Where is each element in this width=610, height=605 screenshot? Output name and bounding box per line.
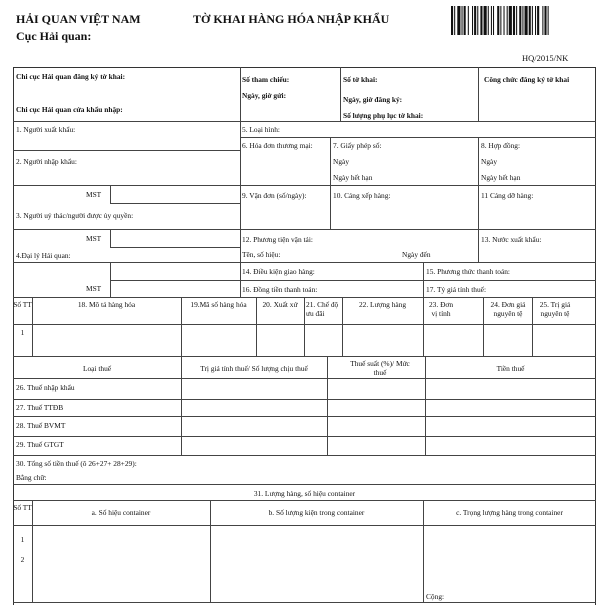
barcode-bar — [451, 6, 453, 35]
tax-header-type: Loại thuế — [82, 364, 112, 373]
branch-register-label: Chi cục Hải quan đăng ký tờ khai: — [16, 72, 126, 81]
container-section-title: 31. Lượng hàng, số hiệu container — [253, 489, 356, 498]
barcode-bar — [548, 6, 549, 35]
barcode-bar — [497, 6, 499, 35]
barcode-bar — [454, 6, 455, 35]
amount-in-words-label: Bằng chữ: — [16, 473, 47, 482]
rule — [13, 262, 596, 263]
officer-label: Công chức đăng ký tờ khai — [484, 75, 570, 84]
container-header-no: Số TT — [13, 503, 32, 512]
rule — [110, 203, 240, 204]
appendix-count-label: Số lượng phụ lục tờ khai: — [343, 111, 424, 120]
rule — [110, 247, 240, 248]
barcode-bar — [532, 6, 533, 35]
goods-header-origin: 20. Xuất xứ — [262, 300, 298, 309]
tax-row-import: 26. Thuế nhập khẩu — [16, 383, 75, 392]
rule — [478, 67, 479, 121]
barcode-bar — [488, 6, 489, 35]
rule — [327, 356, 328, 455]
barcode-bar — [535, 6, 536, 35]
rule — [423, 262, 424, 297]
rule — [13, 500, 596, 501]
container-header-packages: b. Số lượng kiện trong container — [268, 508, 365, 517]
invoice-label: 6. Hóa đơn thương mại: — [242, 141, 313, 150]
export-country-label: 13. Nước xuất khẩu: — [481, 235, 542, 244]
name-number-label: Tên, số hiệu: — [242, 250, 281, 259]
barcode-bar — [464, 6, 466, 35]
form-code: HQ/2015/NK — [522, 53, 569, 63]
tax-header-rate: Thuế suất (%)/ Mức thuế — [350, 359, 410, 377]
goods-header-unit-price: 24. Đơn giá nguyên tệ — [490, 300, 526, 318]
barcode-bar — [542, 6, 543, 35]
rule — [13, 399, 596, 400]
rule — [13, 150, 240, 151]
barcode-bar — [477, 6, 478, 35]
bill-of-lading-label: 9. Vận đơn (số/ngày): — [242, 191, 307, 200]
barcode-bar — [537, 6, 539, 35]
tax-row-vat: 29. Thuế GTGT — [16, 440, 64, 449]
rule — [110, 262, 111, 297]
rule — [13, 525, 596, 526]
barcode-bar — [507, 6, 508, 35]
tax-header-taxable-value: Trị giá tính thuế/ Số lượng chịu thuế — [200, 364, 308, 373]
rule — [340, 67, 341, 121]
container-header-number: a. Số hiệu container — [91, 508, 151, 517]
transport-label: 12. Phương tiện vận tải: — [242, 235, 313, 244]
barcode-bar — [519, 6, 521, 35]
contract-label: 8. Hợp đồng: — [481, 141, 521, 150]
form-title: TỜ KHAI HÀNG HÓA NHẬP KHẨU — [193, 12, 390, 26]
rule — [13, 455, 596, 456]
ref-number-label: Số tham chiếu: — [242, 75, 290, 84]
importer-tax-id-label: MST — [86, 190, 102, 199]
goods-header-value: 25. Trị giá nguyên tệ — [539, 300, 571, 318]
barcode-bar — [509, 6, 512, 35]
rule — [110, 185, 111, 203]
tax-row-environment: 28. Thuế BVMT — [16, 421, 66, 430]
rule — [13, 185, 596, 186]
send-date-label: Ngày, giờ gửi: — [242, 91, 287, 100]
barcode-bar — [462, 6, 463, 35]
barcode-bar — [500, 6, 501, 35]
goods-header-unit: 23. Đơn vị tính — [428, 300, 454, 318]
department-label: Cục Hải quan: — [16, 29, 92, 43]
tax-header-amount: Tiền thuế — [496, 364, 525, 373]
barcode-bar — [504, 6, 505, 35]
rule — [423, 297, 424, 356]
rule — [478, 137, 479, 229]
rule — [110, 280, 596, 281]
contract-expiry-label: Ngày hết hạn — [481, 173, 521, 182]
rule — [13, 416, 596, 417]
license-expiry-label: Ngày hết hạn — [333, 173, 373, 182]
payment-method-label: 15. Phương thức thanh toán: — [426, 267, 510, 276]
rule — [13, 121, 596, 122]
goods-header-quantity: 22. Lượng hàng — [358, 300, 407, 309]
goods-row-number: 1 — [20, 328, 25, 337]
rule — [13, 484, 596, 485]
barcode-bar — [529, 6, 531, 35]
barcode-bar — [457, 6, 460, 35]
rule — [110, 229, 111, 247]
agent-tax-id-label: MST — [86, 284, 102, 293]
goods-header-no: Số TT — [13, 300, 32, 309]
goods-header-description: 18. Mô tả hàng hóa — [77, 300, 136, 309]
entrusting-tax-id-label: MST — [86, 234, 102, 243]
rule — [478, 229, 479, 262]
license-label: 7. Giấy phép số: — [333, 141, 382, 150]
agency-name: HẢI QUAN VIỆT NAM — [16, 12, 141, 26]
register-date-label: Ngày, giờ đăng ký: — [343, 95, 403, 104]
rule — [13, 229, 596, 230]
exporter-label: 1. Người xuất khẩu: — [16, 125, 76, 134]
container-total-label: Cộng: — [426, 592, 445, 601]
type-label: 5. Loại hình: — [242, 125, 280, 134]
barcode-bar — [480, 6, 482, 35]
currency-label: 16. Đồng tiền thanh toán: — [242, 285, 318, 294]
barcode-bar — [516, 6, 517, 35]
rule — [13, 356, 596, 357]
container-row-number: 2 — [20, 555, 25, 564]
barcode-bar — [468, 6, 469, 35]
goods-header-preference: 21. Chế độ ưu đãi — [306, 300, 339, 318]
tax-total-label: 30. Tổng số tiền thuế (ô 26+27+ 28+29): — [16, 459, 137, 468]
rule — [13, 602, 596, 603]
rule — [483, 297, 484, 356]
rule — [13, 378, 596, 379]
container-row-number: 1 — [20, 535, 25, 544]
rule — [13, 436, 596, 437]
barcode — [451, 6, 580, 35]
barcode-bar — [484, 6, 487, 35]
barcode-bar — [491, 6, 492, 35]
barcode-bar — [544, 6, 546, 35]
rule — [240, 137, 596, 138]
barcode-bar — [472, 6, 473, 35]
license-date-label: Ngày — [333, 157, 350, 166]
entrusting-label: 3. Người uỷ thác/người được ủy quyền: — [16, 211, 134, 220]
exchange-rate-label: 17. Tỷ giá tính thuế: — [426, 285, 487, 294]
delivery-terms-label: 14. Điều kiện giao hàng: — [242, 267, 315, 276]
barcode-bar — [522, 6, 523, 35]
arrival-date-label: Ngày đến — [402, 250, 431, 259]
goods-header-hs-code: 19.Mã số hàng hóa — [190, 300, 247, 309]
tax-row-special-consumption: 27. Thuế TTĐB — [16, 403, 64, 412]
rule — [304, 297, 305, 356]
branch-gate-label: Chi cục Hải quan cửa khẩu nhập: — [16, 105, 123, 114]
container-header-weight: c. Trọng lượng hàng trong container — [456, 508, 563, 517]
rule — [330, 137, 331, 229]
barcode-bar — [474, 6, 476, 35]
barcode-bar — [525, 6, 528, 35]
unloading-port-label: 11 Cảng dỡ hàng: — [481, 191, 534, 200]
barcode-bar — [513, 6, 515, 35]
declaration-number-label: Số tờ khai: — [343, 75, 378, 84]
rule — [240, 67, 241, 297]
contract-date-label: Ngày — [481, 157, 498, 166]
barcode-bar — [493, 6, 494, 35]
agent-label: 4.Đại lý Hải quan: — [16, 251, 71, 260]
importer-label: 2. Người nhập khẩu: — [16, 157, 77, 166]
loading-port-label: 10. Cảng xếp hàng: — [333, 191, 391, 200]
